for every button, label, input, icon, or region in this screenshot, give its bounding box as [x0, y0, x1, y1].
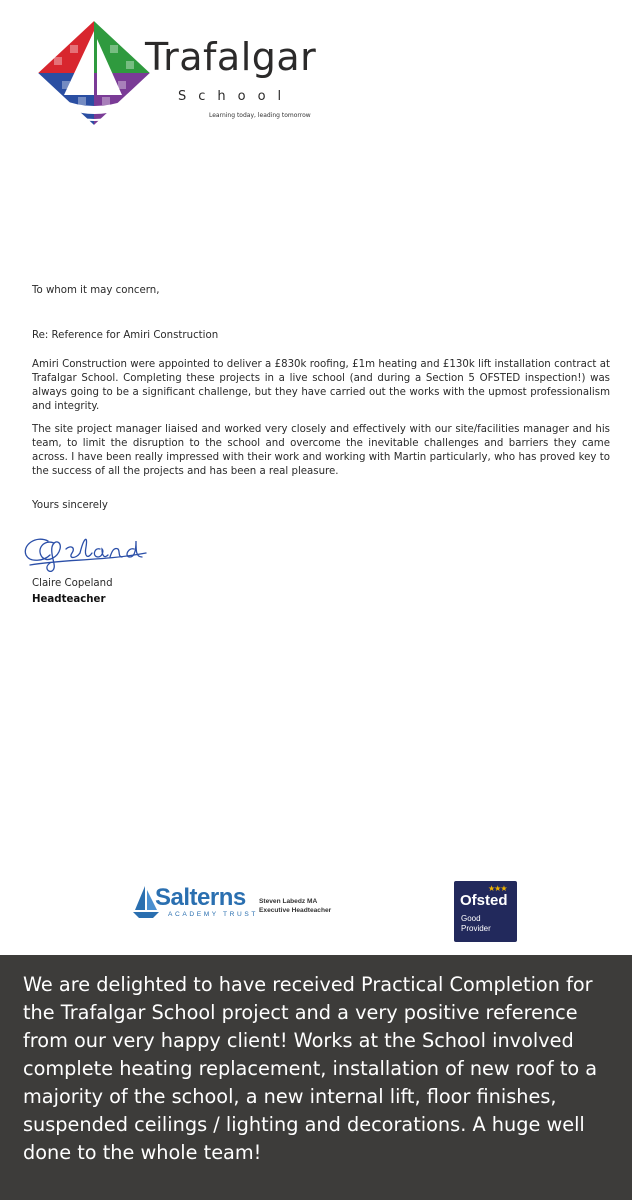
- signatory-name: Claire Copeland: [32, 578, 113, 589]
- ofsted-stars-icon: ★★★: [488, 884, 507, 893]
- caption-text: We are delighted to have received Practical Completion for the Trafalgar School project and a very positive reference from our very happy client! Works at the School involved complete heating replacement, installation of new roof to a majority of the school, a new internal lift, floor finishes, suspended ceilings / lighting and decorations. A huge well done to the whole team!: [23, 973, 598, 1164]
- salterns-name: Salterns: [155, 884, 246, 911]
- letter-subject: Re: Reference for Amiri Construction: [32, 330, 219, 341]
- ofsted-good-provider-badge: [454, 881, 517, 942]
- ofsted-grade-line-1: Good: [461, 914, 481, 923]
- caption-panel: [0, 955, 632, 1200]
- school-name: Trafalgar: [145, 35, 317, 79]
- letter-greeting: To whom it may concern,: [32, 285, 160, 296]
- executive-title: Executive Headteacher: [259, 907, 332, 914]
- salterns-trust-subtitle: ACADEMY TRUST: [168, 911, 258, 918]
- school-subtitle: School: [178, 89, 294, 104]
- signatory-title: Headteacher: [32, 594, 106, 605]
- letter-paragraph-2: The site project manager liaised and worked very closely and effectively with our site/facilities manager and his team, to limit the disruption to the school and overcome the inevitable challenges and barriers they came across. I have been really impressed with their work and working with Martin particularly, who has proved key to the success of all the projects and has been a real pleasure.: [32, 424, 610, 477]
- executive-headteacher: [259, 897, 331, 915]
- ofsted-grade: [461, 914, 491, 934]
- handwritten-signature: [14, 527, 164, 572]
- trafalgar-school-logo-icon: [34, 17, 154, 129]
- letter-paragraph-1: Amiri Construction were appointed to deliver a £830k roofing, £1m heating and £130k lift installation contract at Trafalgar School. Completing these projects in a live school (and during a Section 5 OFSTED inspection!) was always going to be a significant challenge, but they have carried out the works with the upmost professionalism and integrity.: [32, 359, 610, 412]
- school-tagline: Learning today, leading tomorrow: [209, 112, 311, 119]
- ofsted-name: Ofsted: [460, 892, 508, 909]
- letter-closing: Yours sincerely: [32, 500, 108, 511]
- ofsted-grade-line-2: Provider: [461, 924, 491, 933]
- executive-name: Steven Labedz MA: [259, 898, 318, 905]
